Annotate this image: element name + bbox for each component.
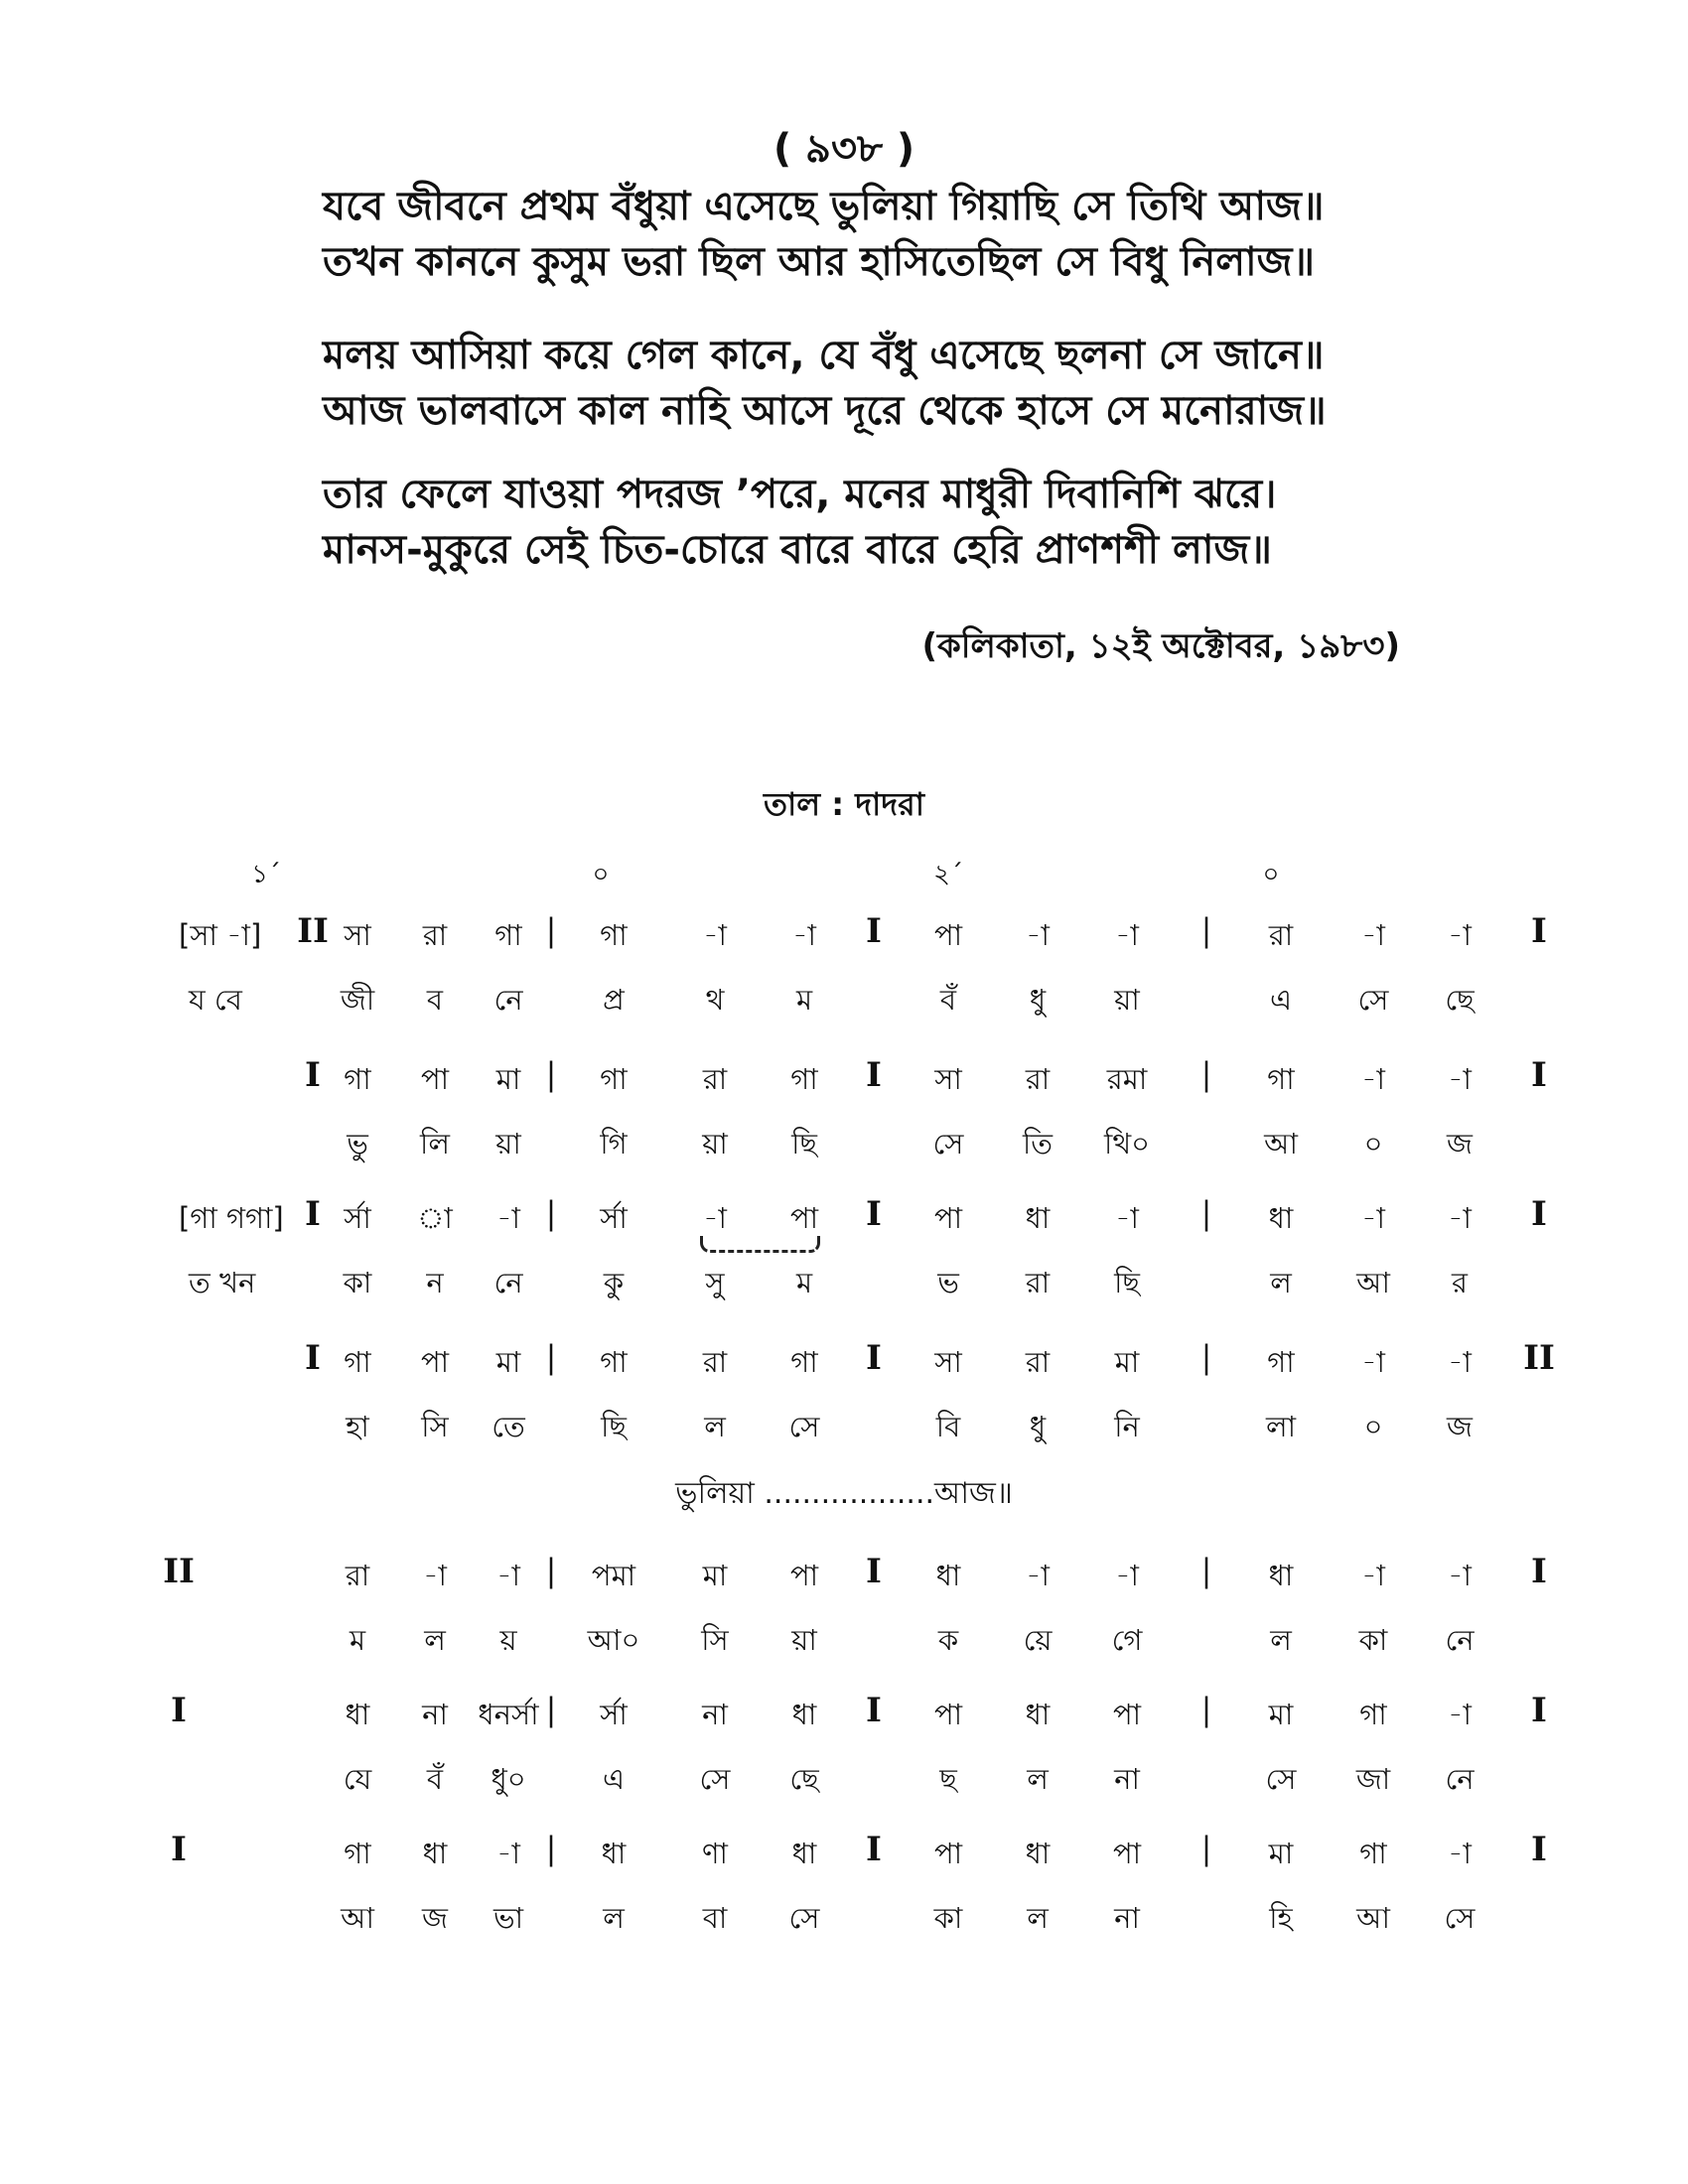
lyric-syllable: বঁ bbox=[939, 983, 957, 1017]
lyric-syllable: য়া bbox=[1114, 983, 1140, 1017]
lyric-syllable: ০ bbox=[1363, 1127, 1383, 1160]
swara-note: -া bbox=[496, 1559, 520, 1592]
lyric-syllable: ক bbox=[937, 1623, 959, 1657]
beat-mark: ২´ bbox=[933, 860, 963, 889]
bar-line-open: I bbox=[171, 1691, 187, 1730]
swara-note: ধা bbox=[422, 1837, 448, 1870]
swara-note: ধা bbox=[601, 1837, 627, 1870]
lyric-syllable: নে bbox=[1445, 1762, 1475, 1796]
lyric-syllable: সে bbox=[1265, 1762, 1297, 1796]
beat-divider: | bbox=[1200, 1194, 1212, 1232]
lyric-syllable: ০ bbox=[1363, 1410, 1383, 1443]
swara-note: মা bbox=[702, 1559, 728, 1592]
lyric-syllable: য়া bbox=[495, 1127, 521, 1160]
lyric-syllable: জা bbox=[1355, 1762, 1391, 1796]
lyric-syllable: ম bbox=[795, 983, 813, 1017]
lyric-syllable: ল bbox=[1027, 1762, 1049, 1796]
lyric-syllable: জ bbox=[1447, 1410, 1473, 1443]
swara-note: -া bbox=[1115, 1559, 1139, 1592]
swara-note: পমা bbox=[591, 1559, 636, 1592]
swara-note: পা bbox=[933, 1201, 963, 1235]
lyric-syllable: ল bbox=[603, 1901, 625, 1935]
swara-note: গা bbox=[344, 1062, 371, 1096]
lyric-syllable: এ bbox=[1269, 983, 1293, 1017]
swara-note: র্সা bbox=[600, 1698, 628, 1731]
lyric-syllable: সে bbox=[932, 1127, 964, 1160]
lyric-syllable: সে bbox=[699, 1762, 731, 1796]
swara-note: মা bbox=[1114, 1345, 1140, 1379]
swara-note: ধা bbox=[1025, 1201, 1051, 1235]
prefix-lyrics: ত খন bbox=[189, 1266, 256, 1299]
tala-title: তাল : দাদরা bbox=[764, 785, 924, 823]
lyric-syllable: নি bbox=[1114, 1410, 1140, 1443]
lyric-syllable: আ bbox=[1264, 1127, 1298, 1160]
swara-note: না bbox=[702, 1698, 728, 1731]
swara-note: -া bbox=[1361, 1062, 1385, 1096]
lyric-syllable: থ bbox=[705, 983, 725, 1017]
lyric-syllable: ধু০ bbox=[491, 1762, 526, 1796]
swara-note: -া bbox=[423, 1559, 447, 1592]
swara-note: -া bbox=[1448, 918, 1472, 952]
lyric-syllable: রা bbox=[1025, 1266, 1051, 1299]
lyric-syllable: ল bbox=[704, 1410, 726, 1443]
beat-divider: I bbox=[866, 1552, 882, 1591]
swara-note: গা bbox=[1267, 1345, 1295, 1379]
swara-note: -া bbox=[1361, 1201, 1385, 1235]
swara-note: -া bbox=[1115, 918, 1139, 952]
lyric-syllable: ভু bbox=[347, 1127, 368, 1160]
swara-note: গা bbox=[344, 1837, 371, 1870]
lyric-syllable: ম bbox=[349, 1623, 366, 1657]
bar-line-close: II bbox=[1523, 1338, 1555, 1378]
lyric-syllable: ছ bbox=[939, 1762, 957, 1796]
swara-note: -া bbox=[1448, 1062, 1472, 1096]
swara-note: -া bbox=[1361, 1345, 1385, 1379]
swara-note: ধা bbox=[1025, 1698, 1051, 1731]
lyric-syllable: থি০ bbox=[1104, 1127, 1150, 1160]
swara-note: গা bbox=[600, 918, 628, 952]
swara-note: গা bbox=[600, 1345, 628, 1379]
swara-note: -া bbox=[1361, 1559, 1385, 1592]
lyric-syllable: ল bbox=[424, 1623, 446, 1657]
lyric-syllable: লা bbox=[1265, 1410, 1297, 1443]
lyric-syllable: তি bbox=[1022, 1127, 1054, 1160]
bar-line-open: I bbox=[171, 1830, 187, 1869]
beat-divider: | bbox=[1200, 1552, 1212, 1589]
lyric-syllable: কু bbox=[603, 1266, 625, 1299]
swara-note: র্সা bbox=[344, 1201, 371, 1235]
swara-note: া bbox=[417, 1201, 453, 1235]
lyric-syllable: নে bbox=[493, 1266, 523, 1299]
lyric-syllable: সে bbox=[788, 1901, 820, 1935]
swara-note: মা bbox=[1268, 1698, 1294, 1731]
beat-divider: | bbox=[545, 1552, 557, 1589]
verse-line: মলয় আসিয়া কয়ে গেল কানে, যে বঁধু এসেছে ছলনা সে জানে॥ bbox=[323, 333, 1325, 378]
lyric-syllable: আ bbox=[341, 1901, 374, 1935]
verse-line: যবে জীবনে প্রথম বঁধুয়া এসেছে ভুলিয়া গিয়াছি সে তিথি আজ॥ bbox=[323, 184, 1325, 229]
beat-divider: | bbox=[545, 1055, 557, 1093]
lyric-syllable: হা bbox=[346, 1410, 369, 1443]
beat-divider: | bbox=[545, 1691, 557, 1728]
beat-divider: | bbox=[545, 1194, 557, 1232]
swara-note: সা bbox=[344, 918, 371, 952]
lyric-syllable: কা bbox=[1358, 1623, 1388, 1657]
swara-note: পা bbox=[420, 1062, 450, 1096]
lyric-syllable: না bbox=[1114, 1901, 1140, 1935]
dateline: (কলিকাতা, ১২ই অক্টোবর, ১৯৮৩) bbox=[921, 626, 1400, 666]
lyric-syllable: য়া bbox=[702, 1127, 728, 1160]
swara-note: -া bbox=[703, 918, 727, 952]
verse-line: মানস-মুকুরে সেই চিত-চোরে বারে বারে হেরি প্রাণশশী লাজ॥ bbox=[323, 527, 1272, 573]
lyric-syllable: র bbox=[1452, 1266, 1468, 1299]
swara-note: -া bbox=[1448, 1698, 1472, 1731]
swara-note: -া bbox=[1026, 918, 1050, 952]
lyric-syllable: জ bbox=[422, 1901, 448, 1935]
lyric-syllable: ভ bbox=[937, 1266, 959, 1299]
beat-divider: I bbox=[866, 1830, 882, 1869]
swara-note: ধা bbox=[791, 1698, 817, 1731]
lyric-syllable: আ০ bbox=[587, 1623, 640, 1657]
bar-line-open: II bbox=[163, 1552, 195, 1591]
beat-divider: I bbox=[866, 1691, 882, 1730]
lyric-syllable: গি bbox=[600, 1127, 628, 1160]
lyric-syllable: কা bbox=[343, 1266, 372, 1299]
swara-note: রা bbox=[1268, 918, 1294, 952]
swara-note: গা bbox=[600, 1062, 628, 1096]
lyric-syllable: সে bbox=[1444, 1901, 1476, 1935]
swara-note: সা bbox=[934, 1345, 962, 1379]
lyric-syllable: না bbox=[1114, 1762, 1140, 1796]
swara-note: -া bbox=[496, 1837, 520, 1870]
prefix-notes: [সা -া] bbox=[179, 918, 262, 952]
swara-note: রা bbox=[345, 1559, 370, 1592]
swara-note: পা bbox=[1112, 1698, 1142, 1731]
swara-note: -া bbox=[792, 918, 816, 952]
swara-note: গা bbox=[344, 1345, 371, 1379]
swara-note: মা bbox=[495, 1062, 521, 1096]
lyric-syllable: সি bbox=[421, 1410, 449, 1443]
beat-divider: | bbox=[545, 1338, 557, 1376]
swara-note: সা bbox=[934, 1062, 962, 1096]
swara-note: না bbox=[422, 1698, 448, 1731]
prefix-notes: [গা গগা] bbox=[179, 1201, 284, 1235]
lyric-syllable: প্র bbox=[603, 983, 625, 1017]
lyric-syllable: ম bbox=[795, 1266, 813, 1299]
swara-note: পা bbox=[933, 918, 963, 952]
bar-line-close: I bbox=[1531, 1691, 1547, 1730]
lyric-syllable: হি bbox=[1269, 1901, 1293, 1935]
verse-line: তার ফেলে যাওয়া পদরজ ’পরে, মনের মাধুরী দিবানিশি ঝরে। bbox=[323, 472, 1277, 517]
lyric-syllable: ছি bbox=[601, 1410, 627, 1443]
swara-note: -া bbox=[1115, 1201, 1139, 1235]
lyric-syllable: বা bbox=[702, 1901, 728, 1935]
lyric-syllable: বঁ bbox=[426, 1762, 444, 1796]
swara-note: পা bbox=[789, 1559, 819, 1592]
beat-divider: | bbox=[1200, 911, 1212, 949]
lyric-syllable: ধু bbox=[1029, 983, 1047, 1017]
beat-divider: | bbox=[1200, 1338, 1212, 1376]
swara-note: -া bbox=[1448, 1837, 1472, 1870]
lyric-syllable: সু bbox=[705, 1266, 725, 1299]
refrain-line: ভুলিয়া ..................আজ॥ bbox=[675, 1476, 1013, 1511]
beat-divider: | bbox=[545, 911, 557, 949]
lyric-syllable: ছি bbox=[791, 1127, 817, 1160]
swara-note: গা bbox=[790, 1345, 818, 1379]
lyric-syllable: ন bbox=[426, 1266, 444, 1299]
bar-line-open: I bbox=[305, 1055, 321, 1095]
beat-divider: | bbox=[1200, 1830, 1212, 1867]
swara-note: র্সা bbox=[600, 1201, 628, 1235]
bar-line-open: II bbox=[297, 911, 329, 951]
swara-note: রা bbox=[1025, 1062, 1051, 1096]
beat-mark: ০ bbox=[592, 860, 610, 889]
bar-line-open: I bbox=[305, 1194, 321, 1234]
beat-divider: I bbox=[866, 1055, 882, 1095]
bar-line-close: I bbox=[1531, 1830, 1547, 1869]
beat-divider: | bbox=[1200, 1055, 1212, 1093]
swara-note: ণা bbox=[702, 1837, 728, 1870]
swara-note: গা bbox=[1359, 1837, 1387, 1870]
lyric-syllable: বি bbox=[935, 1410, 961, 1443]
lyric-syllable: জ bbox=[1447, 1127, 1473, 1160]
swara-note: পা bbox=[789, 1201, 819, 1235]
lyric-syllable: কা bbox=[933, 1901, 963, 1935]
lyric-syllable: ব bbox=[426, 983, 444, 1017]
bar-line-close: I bbox=[1531, 1552, 1547, 1591]
prefix-lyrics: য বে bbox=[189, 983, 242, 1017]
lyric-syllable: য়া bbox=[791, 1623, 817, 1657]
lyric-syllable: ছে bbox=[789, 1762, 819, 1796]
swara-note: -া bbox=[496, 1201, 520, 1235]
swara-note: ধা bbox=[935, 1559, 961, 1592]
lyric-syllable: ল bbox=[1270, 1266, 1292, 1299]
swara-note: -া bbox=[1361, 918, 1385, 952]
verse-line: আজ ভালবাসে কাল নাহি আসে দূরে থেকে হাসে সে মনোরাজ॥ bbox=[323, 388, 1327, 434]
bar-line-close: I bbox=[1531, 911, 1547, 951]
bar-line-close: I bbox=[1531, 1055, 1547, 1095]
swara-note: গা bbox=[494, 918, 522, 952]
swara-note: ধা bbox=[1268, 1559, 1294, 1592]
lyric-syllable: সে bbox=[788, 1410, 820, 1443]
swara-note: গা bbox=[1267, 1062, 1295, 1096]
swara-note: রা bbox=[1025, 1345, 1051, 1379]
swara-note: পা bbox=[933, 1698, 963, 1731]
lyric-syllable: লি bbox=[420, 1127, 450, 1160]
swara-note: রা bbox=[702, 1062, 728, 1096]
swara-note: পা bbox=[933, 1837, 963, 1870]
verse-line: তখন কাননে কুসুম ভরা ছিল আর হাসিতেছিল সে বিধু নিলাজ॥ bbox=[323, 239, 1316, 285]
lyric-syllable: এ bbox=[602, 1762, 626, 1796]
lyric-syllable: জী bbox=[340, 983, 375, 1017]
bar-line-close: I bbox=[1531, 1194, 1547, 1234]
lyric-syllable: ছে bbox=[1445, 983, 1475, 1017]
swara-note: গা bbox=[790, 1062, 818, 1096]
beat-divider: I bbox=[866, 1338, 882, 1378]
lyric-syllable: য় bbox=[499, 1623, 517, 1657]
swara-note: রা bbox=[422, 918, 448, 952]
lyric-syllable: সি bbox=[701, 1623, 729, 1657]
swara-note: ধনর্সা bbox=[478, 1698, 539, 1731]
beat-mark: ০ bbox=[1262, 860, 1280, 889]
lyric-syllable: ল bbox=[1270, 1623, 1292, 1657]
swara-note: গা bbox=[1359, 1698, 1387, 1731]
swara-note: -া bbox=[1026, 1559, 1050, 1592]
swara-note: পা bbox=[420, 1345, 450, 1379]
lyric-syllable: ল bbox=[1027, 1901, 1049, 1935]
swara-note: -া bbox=[1448, 1345, 1472, 1379]
beat-divider: I bbox=[866, 1194, 882, 1234]
lyric-syllable: ভা bbox=[492, 1901, 524, 1935]
song-number: ( ৯৩৮ ) bbox=[773, 126, 915, 172]
swara-note: -া bbox=[1448, 1201, 1472, 1235]
swara-note: রমা bbox=[1106, 1062, 1148, 1096]
beat-mark: ১´ bbox=[251, 860, 281, 889]
swara-note: -া bbox=[703, 1201, 727, 1235]
swara-note: মা bbox=[495, 1345, 521, 1379]
beat-divider: I bbox=[866, 911, 882, 951]
lyric-syllable: সে bbox=[1357, 983, 1389, 1017]
swara-note: পা bbox=[1112, 1837, 1142, 1870]
swara-note: ধা bbox=[345, 1698, 370, 1731]
swara-note: রা bbox=[702, 1345, 728, 1379]
lyric-syllable: তে bbox=[492, 1410, 525, 1443]
swara-note: -া bbox=[1448, 1559, 1472, 1592]
lyric-syllable: নে bbox=[493, 983, 523, 1017]
lyric-syllable: আ bbox=[1356, 1266, 1390, 1299]
swara-note: মা bbox=[1268, 1837, 1294, 1870]
beat-divider: | bbox=[545, 1830, 557, 1867]
meend-slur bbox=[700, 1236, 820, 1253]
lyric-syllable: য়ে bbox=[1023, 1623, 1053, 1657]
swara-note: ধা bbox=[791, 1837, 817, 1870]
lyric-syllable: আ bbox=[1356, 1901, 1390, 1935]
swara-note: ধা bbox=[1025, 1837, 1051, 1870]
lyric-syllable: ধু bbox=[1029, 1410, 1047, 1443]
beat-divider: | bbox=[1200, 1691, 1212, 1728]
bar-line-open: I bbox=[305, 1338, 321, 1378]
lyric-syllable: গে bbox=[1111, 1623, 1143, 1657]
lyric-syllable: ছি bbox=[1114, 1266, 1140, 1299]
lyric-syllable: নে bbox=[1445, 1623, 1475, 1657]
lyric-syllable: যে bbox=[343, 1762, 372, 1796]
swara-note: ধা bbox=[1268, 1201, 1294, 1235]
